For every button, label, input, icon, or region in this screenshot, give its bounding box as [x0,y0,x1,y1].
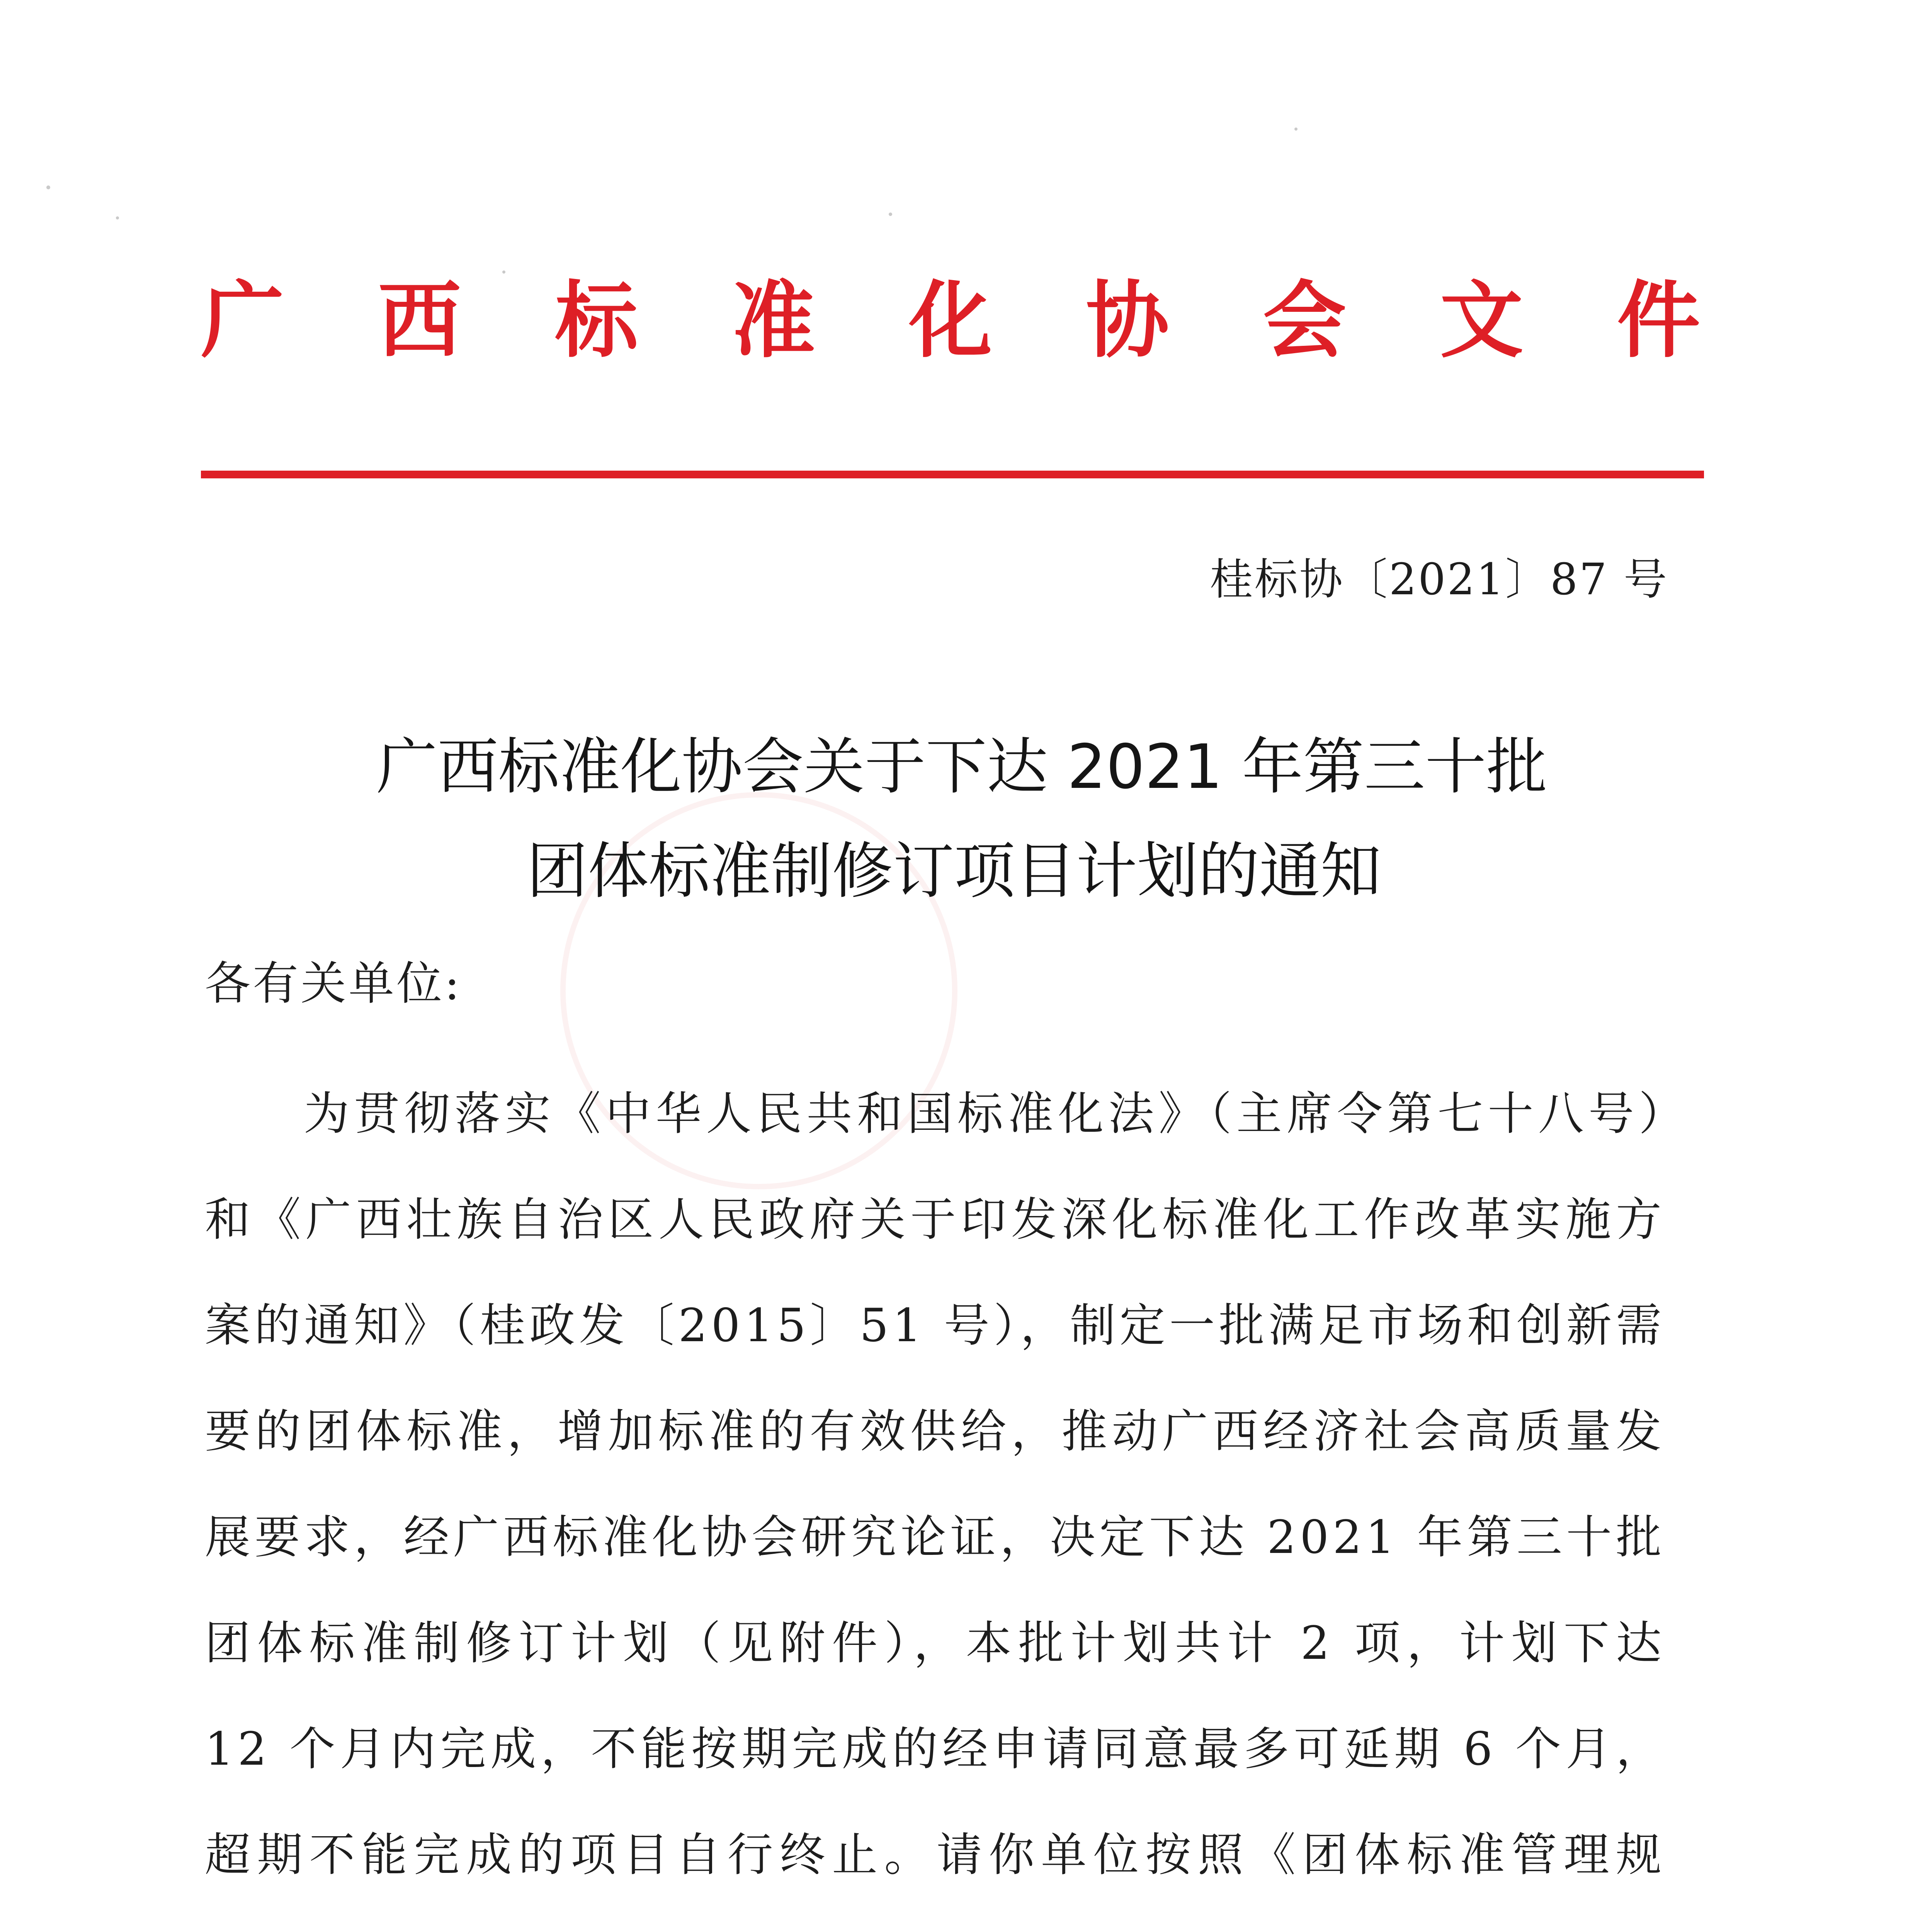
header-char: 广 [201,272,284,369]
header-char: 件 [1617,272,1700,369]
header-char: 标 [555,272,638,369]
header-char: 文 [1440,272,1523,369]
title-line-2: 团体标准制修订项目计划的通知 [527,836,1381,907]
scan-speck [116,216,119,219]
header-char: 准 [732,272,815,369]
scan-speck [1294,128,1298,131]
header-char: 会 [1263,272,1346,369]
title-line-1: 广西标准化协会关于下达 2021 年第三十批 [376,731,1547,803]
header-char: 化 [909,272,992,369]
body-paragraph: 为贯彻落实《中华人民共和国标准化法》（主席令第七十八号）和《广西壮族自治区人民政府关于印发深化标准化工作改革实施方案的通知》（桂政发〔2015〕51 号），制定一批满足市场和创新需要的团体标准，增加标准的有效供给，推动广西经济社会高质量发展要求，经广西标准化协会研究论证，决定下达 2021 年第三十批团体标准制修订计划（见附件），本批计划共计 2 项，计划下达 12 个月内完成，不能按期完成的经申请同意最多可延期 6 个月，超期不能完成的项目自行终止。请你单位按照《团体标准管理规 [205,1087,1665,1881]
salutation: 各有关单位: [205,957,462,1010]
header-red-rule [201,471,1704,478]
document-number: 桂标协〔2021〕87 号 [1209,554,1668,605]
scan-speck [46,185,50,189]
header-char: 协 [1086,272,1169,369]
issuing-org-header [201,270,1700,371]
document-title [0,715,1908,923]
scan-speck [889,213,892,216]
header-char: 西 [378,272,461,369]
